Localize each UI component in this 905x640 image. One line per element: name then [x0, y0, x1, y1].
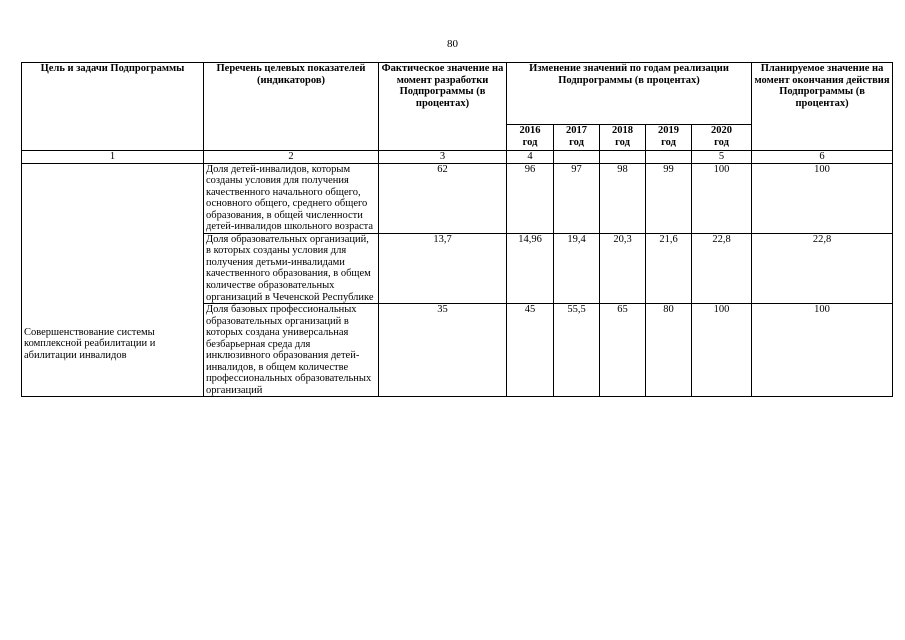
header-goal: Цель и задачи Подпрограммы [22, 63, 204, 151]
column-number: 5 [692, 151, 752, 164]
header-actual: Фактическое значение на момент разработки Подпрограммы (в процентах) [379, 63, 507, 151]
year-value-2018: 20,3 [600, 233, 646, 303]
year-value-2016: 96 [507, 163, 554, 233]
year-value-2017: 97 [554, 163, 600, 233]
year-value-2019: 80 [646, 304, 692, 397]
actual-value: 13,7 [379, 233, 507, 303]
column-number: 4 [507, 151, 554, 164]
goal-text: Совершенствование системы комплексной реабилитации и абилитации инвалидов [24, 326, 156, 361]
header-change: Изменение значений по годам реализации Подпрограммы (в процентах) [507, 63, 752, 125]
planned-value: 100 [752, 163, 893, 233]
year-header-2020: 2020 год [692, 125, 752, 151]
header-planned: Планируемое значение на момент окончания действия Подпрограммы (в процентах) [752, 63, 893, 151]
header-indicators: Перечень целевых показателей (индикаторов) [204, 63, 379, 151]
column-number [600, 151, 646, 164]
planned-value: 100 [752, 304, 893, 397]
year-value-2018: 98 [600, 163, 646, 233]
year-value-2020: 100 [692, 304, 752, 397]
year-value-2016: 45 [507, 304, 554, 397]
year-header-2018: 2018 год [600, 125, 646, 151]
year-value-2018: 65 [600, 304, 646, 397]
year-value-2017: 55,5 [554, 304, 600, 397]
column-number [554, 151, 600, 164]
indicator-text: Доля образовательных организаций, в которых созданы условия для получения детьми-инвалидами качественного образования, в общем количестве образовательных организаций в Чеченской Республике [204, 233, 379, 303]
column-number: 2 [204, 151, 379, 164]
indicator-text: Доля базовых профессиональных образовательных организаций в которых создана универсальная безбарьерная среда для инклюзивного образования детей-инвалидов, в общем количестве профессиональных образовательных организаций [204, 304, 379, 397]
goal-cell [22, 163, 204, 397]
indicator-text: Доля детей-инвалидов, которым созданы условия для получения качественного начального общего, основного общего, среднего общего образования, в общей численности детей-инвалидов школьного возраста [204, 163, 379, 233]
column-number-row [22, 151, 893, 164]
year-value-2019: 99 [646, 163, 692, 233]
year-header-2019: 2019 год [646, 125, 692, 151]
actual-value: 62 [379, 163, 507, 233]
column-number: 6 [752, 151, 893, 164]
year-value-2020: 22,8 [692, 233, 752, 303]
year-header-2017: 2017 год [554, 125, 600, 151]
column-number: 3 [379, 151, 507, 164]
year-header-2016: 2016 год [507, 125, 554, 151]
planned-value: 22,8 [752, 233, 893, 303]
table-row [22, 163, 893, 233]
year-value-2019: 21,6 [646, 233, 692, 303]
indicators-table [21, 62, 893, 397]
year-value-2017: 19,4 [554, 233, 600, 303]
column-number [646, 151, 692, 164]
year-value-2020: 100 [692, 163, 752, 233]
column-number: 1 [22, 151, 204, 164]
year-value-2016: 14,96 [507, 233, 554, 303]
actual-value: 35 [379, 304, 507, 397]
page-number: 80 [447, 38, 458, 50]
